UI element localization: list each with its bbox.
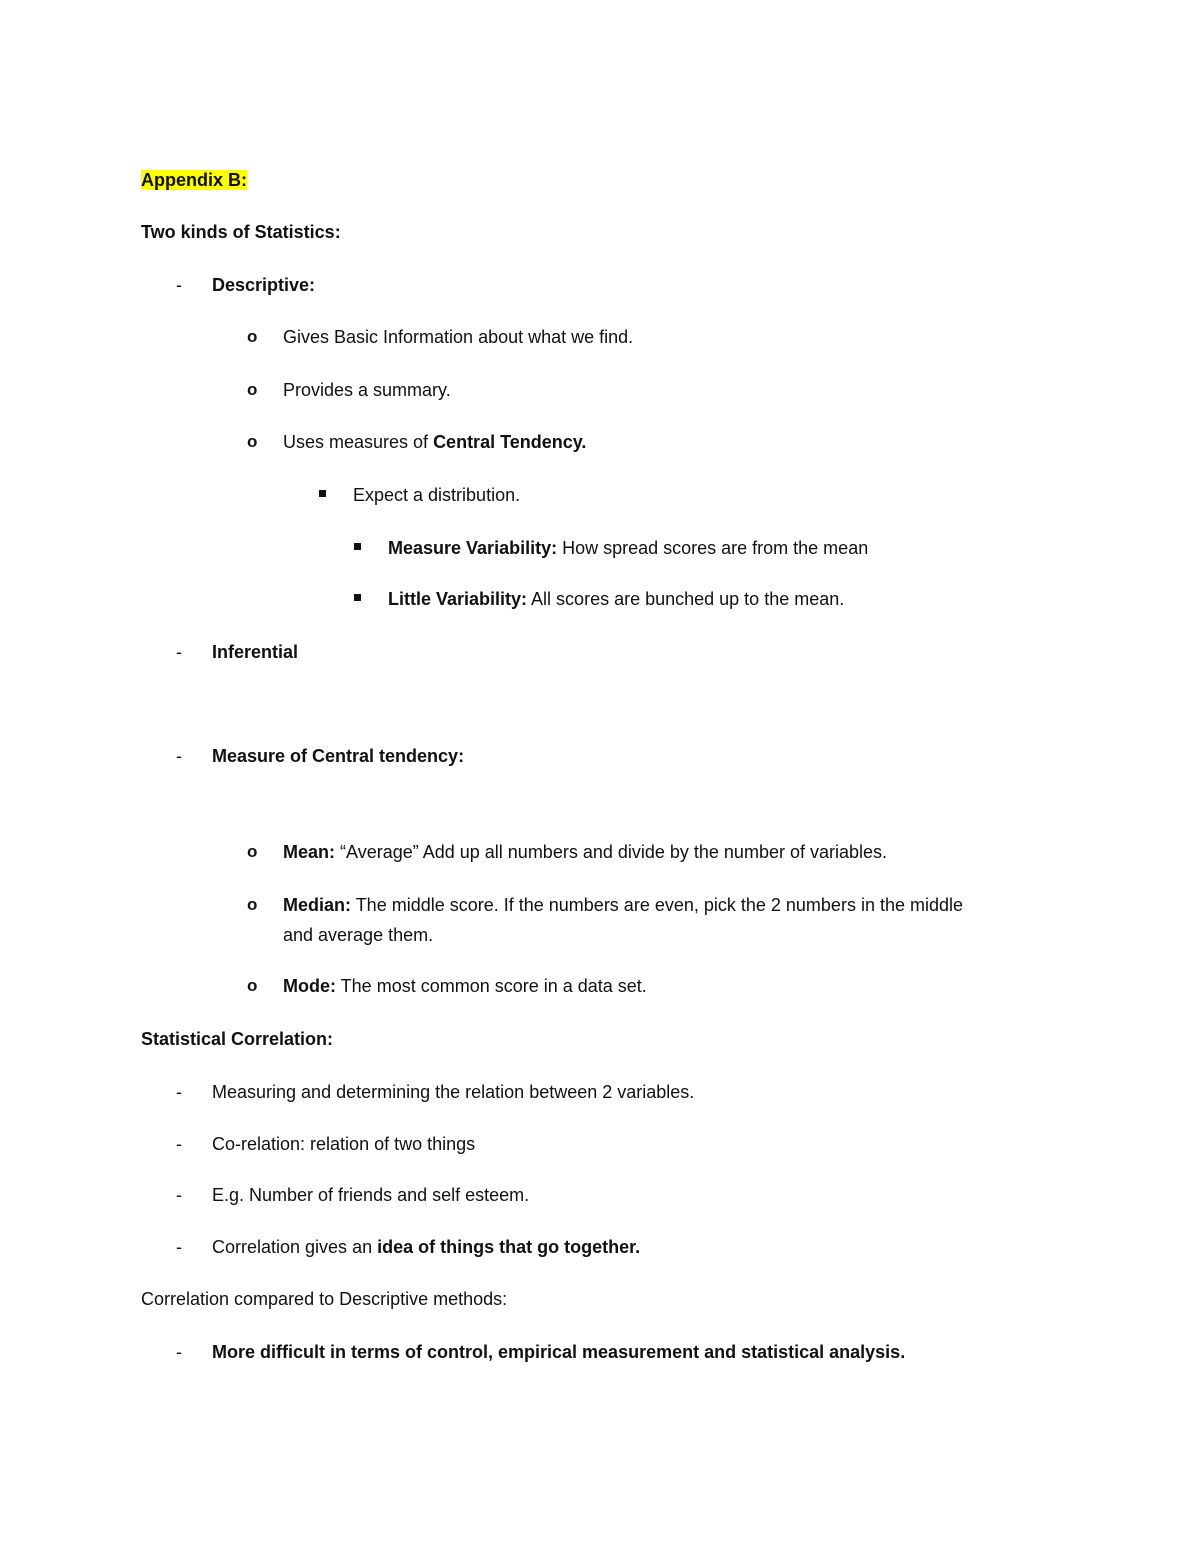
comparison-title: Correlation compared to Descriptive methods: <box>141 1289 508 1309</box>
correlation-item-4 <box>212 1236 640 1258</box>
square-bullet-icon <box>354 594 361 601</box>
circle-bullet: o <box>247 842 258 861</box>
circle-bullet: o <box>247 976 258 995</box>
descriptive-point-1: Gives Basic Information about what we find. <box>283 327 634 347</box>
mean-item <box>283 841 887 863</box>
mode-item <box>283 975 647 997</box>
dash-bullet: - <box>176 1134 182 1154</box>
descriptive-label: Descriptive: <box>212 275 316 295</box>
mode-label: Mode: <box>283 976 336 996</box>
appendix-title <box>141 169 247 191</box>
inferential-label: Inferential <box>212 642 299 662</box>
square-bullet-icon <box>319 490 326 497</box>
mode-text: The most common score in a data set. <box>336 976 647 996</box>
square-bullet-icon <box>354 543 361 550</box>
descriptive-point-3 <box>283 431 586 453</box>
mean-text: “Average” Add up all numbers and divide by the number of variables. <box>335 842 888 862</box>
circle-bullet: o <box>247 327 258 346</box>
dash-bullet: - <box>176 275 182 295</box>
dash-bullet: - <box>176 1237 182 1257</box>
little-variability-text: All scores are bunched up to the mean. <box>527 589 845 609</box>
measure-variability-text: How spread scores are from the mean <box>557 538 869 558</box>
comparison-item-1: More difficult in terms of control, empirical measurement and statistical analysis. <box>212 1342 906 1362</box>
correlation-item-3: E.g. Number of friends and self esteem. <box>212 1185 530 1205</box>
median-text: The middle score. If the numbers are even, pick the 2 numbers in the middle <box>351 895 963 915</box>
dash-bullet: - <box>176 642 182 662</box>
little-variability-label: Little Variability: <box>388 589 528 609</box>
descriptive-point-2: Provides a summary. <box>283 380 451 400</box>
dash-bullet: - <box>176 1185 182 1205</box>
correlation-item-4-text: Correlation gives an <box>212 1237 378 1257</box>
median-item <box>283 894 963 916</box>
correlation-item-1: Measuring and determining the relation between 2 variables. <box>212 1082 695 1102</box>
circle-bullet: o <box>247 432 258 451</box>
dash-bullet: - <box>176 746 182 766</box>
correlation-item-2: Co-relation: relation of two things <box>212 1134 476 1154</box>
circle-bullet: o <box>247 895 258 914</box>
central-tendency-label: Measure of Central tendency: <box>212 746 465 766</box>
circle-bullet: o <box>247 380 258 399</box>
central-tendency-bold: Central Tendency. <box>433 432 587 452</box>
median-text-continued: and average them. <box>283 925 434 945</box>
descriptive-point-3-text: Uses measures of <box>283 432 434 452</box>
dash-bullet: - <box>176 1082 182 1102</box>
appendix-title-highlight: Appendix B: <box>141 170 247 190</box>
measure-variability-label: Measure Variability: <box>388 538 558 558</box>
dash-bullet: - <box>176 1342 182 1362</box>
measure-variability <box>388 537 868 559</box>
section-title-two-kinds: Two kinds of Statistics: <box>141 222 341 242</box>
correlation-item-4-bold: idea of things that go together. <box>377 1237 641 1257</box>
mean-label: Mean: <box>283 842 336 862</box>
little-variability <box>388 588 844 610</box>
expect-distribution: Expect a distribution. <box>353 485 521 505</box>
correlation-title: Statistical Correlation: <box>141 1029 334 1049</box>
median-label: Median: <box>283 895 352 915</box>
